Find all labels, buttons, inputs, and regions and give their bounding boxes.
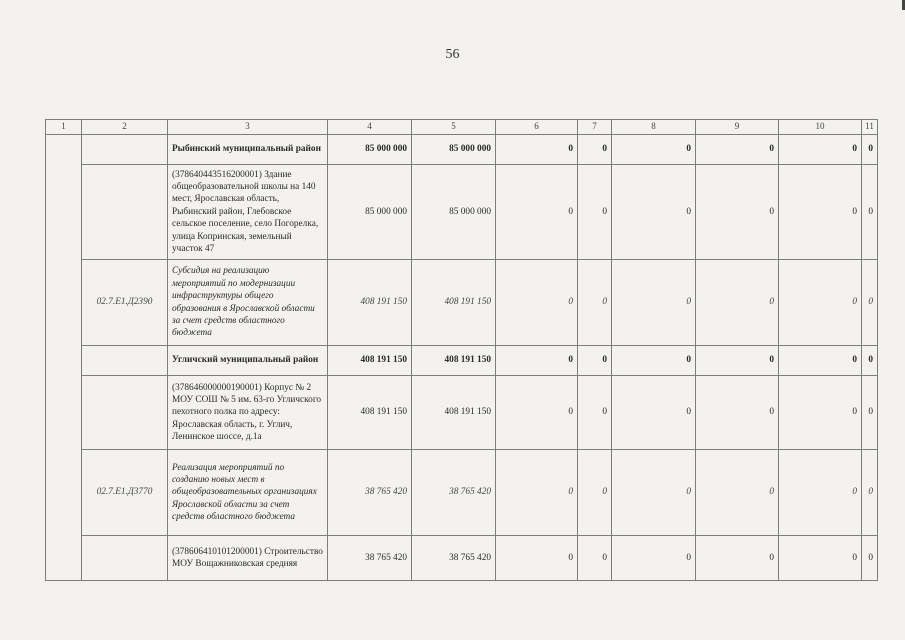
budget-code-cell: 02.7.Е1.Д2390 <box>82 260 168 346</box>
value-col-8: 0 <box>612 260 696 346</box>
item-name-cell: Субсидия на реализацию мероприятий по модернизации инфраструктуры общего образования в Ярославской области за счет средств областного бюджета <box>168 260 328 346</box>
item-name-cell: (378640443516200001) Здание общеобразовательной школы на 140 мест, Ярославская область, Рыбинский район, Глебовское сельское поселение, село Погорелка, улица Копринская, земельный участок 47 <box>168 165 328 260</box>
budget-code-cell: 02.7.Е1.Д3770 <box>82 450 168 536</box>
value-col-10: 0 <box>779 346 862 376</box>
value-col-9: 0 <box>696 450 779 536</box>
value-col-5: 85 000 000 <box>412 135 496 165</box>
budget-code-cell <box>82 165 168 260</box>
column-1-cell <box>46 135 82 581</box>
column-header: 5 <box>412 120 496 135</box>
value-col-10: 0 <box>779 536 862 581</box>
table-row <box>46 536 878 581</box>
value-col-6: 0 <box>496 165 578 260</box>
value-col-8: 0 <box>612 165 696 260</box>
value-col-9: 0 <box>696 536 779 581</box>
table-row <box>46 165 878 260</box>
value-col-7: 0 <box>578 346 612 376</box>
value-col-7: 0 <box>578 450 612 536</box>
value-col-4: 85 000 000 <box>328 135 412 165</box>
item-name-cell: Угличский муниципальный район <box>168 346 328 376</box>
value-col-8: 0 <box>612 346 696 376</box>
item-name-cell: (378646000000190001) Корпус № 2 МОУ СОШ № 5 им. 63-го Угличского пехотного полка по адресу: Ярославская область, г. Углич, Ленинское шоссе, д.1а <box>168 376 328 450</box>
value-col-6: 0 <box>496 450 578 536</box>
column-header: 9 <box>696 120 779 135</box>
value-col-11: 0 <box>862 135 878 165</box>
value-col-11: 0 <box>862 346 878 376</box>
value-col-6: 0 <box>496 260 578 346</box>
value-col-5: 408 191 150 <box>412 346 496 376</box>
column-header: 10 <box>779 120 862 135</box>
value-col-7: 0 <box>578 376 612 450</box>
column-header: 11 <box>862 120 878 135</box>
value-col-8: 0 <box>612 376 696 450</box>
value-col-11: 0 <box>862 450 878 536</box>
value-col-10: 0 <box>779 376 862 450</box>
value-col-4: 38 765 420 <box>328 450 412 536</box>
item-name-cell: Рыбинский муниципальный район <box>168 135 328 165</box>
column-header: 7 <box>578 120 612 135</box>
value-col-6: 0 <box>496 376 578 450</box>
item-name-cell: (378606410101200001) Строительство МОУ Вощажниковская средняя <box>168 536 328 581</box>
value-col-11: 0 <box>862 376 878 450</box>
table-row <box>46 450 878 536</box>
value-col-10: 0 <box>779 135 862 165</box>
value-col-9: 0 <box>696 165 779 260</box>
value-col-4: 38 765 420 <box>328 536 412 581</box>
value-col-7: 0 <box>578 536 612 581</box>
value-col-4: 85 000 000 <box>328 165 412 260</box>
value-col-8: 0 <box>612 135 696 165</box>
column-header: 4 <box>328 120 412 135</box>
column-number-row <box>46 120 878 135</box>
value-col-9: 0 <box>696 376 779 450</box>
table-row <box>46 260 878 346</box>
value-col-8: 0 <box>612 450 696 536</box>
budget-code-cell <box>82 536 168 581</box>
column-header: 6 <box>496 120 578 135</box>
value-col-8: 0 <box>612 536 696 581</box>
value-col-7: 0 <box>578 165 612 260</box>
value-col-4: 408 191 150 <box>328 346 412 376</box>
value-col-7: 0 <box>578 135 612 165</box>
value-col-11: 0 <box>862 165 878 260</box>
value-col-11: 0 <box>862 260 878 346</box>
budget-table <box>45 119 878 581</box>
value-col-9: 0 <box>696 260 779 346</box>
value-col-10: 0 <box>779 260 862 346</box>
value-col-9: 0 <box>696 135 779 165</box>
column-header: 1 <box>46 120 82 135</box>
value-col-5: 38 765 420 <box>412 450 496 536</box>
page-number: 56 <box>445 47 460 62</box>
budget-code-cell <box>82 135 168 165</box>
value-col-6: 0 <box>496 135 578 165</box>
item-name-cell: Реализация мероприятий по созданию новых мест в общеобразовательных организациях Ярославской области за счет средств областного бюджета <box>168 450 328 536</box>
value-col-6: 0 <box>496 536 578 581</box>
value-col-5: 38 765 420 <box>412 536 496 581</box>
value-col-5: 85 000 000 <box>412 165 496 260</box>
table-row <box>46 135 878 165</box>
value-col-4: 408 191 150 <box>328 260 412 346</box>
column-header: 3 <box>168 120 328 135</box>
column-header: 2 <box>82 120 168 135</box>
value-col-11: 0 <box>862 536 878 581</box>
table-row <box>46 346 878 376</box>
value-col-6: 0 <box>496 346 578 376</box>
value-col-10: 0 <box>779 450 862 536</box>
value-col-5: 408 191 150 <box>412 376 496 450</box>
value-col-5: 408 191 150 <box>412 260 496 346</box>
value-col-4: 408 191 150 <box>328 376 412 450</box>
budget-code-cell <box>82 346 168 376</box>
column-header: 8 <box>612 120 696 135</box>
value-col-9: 0 <box>696 346 779 376</box>
value-col-10: 0 <box>779 165 862 260</box>
table-row <box>46 376 878 450</box>
value-col-7: 0 <box>578 260 612 346</box>
budget-code-cell <box>82 376 168 450</box>
